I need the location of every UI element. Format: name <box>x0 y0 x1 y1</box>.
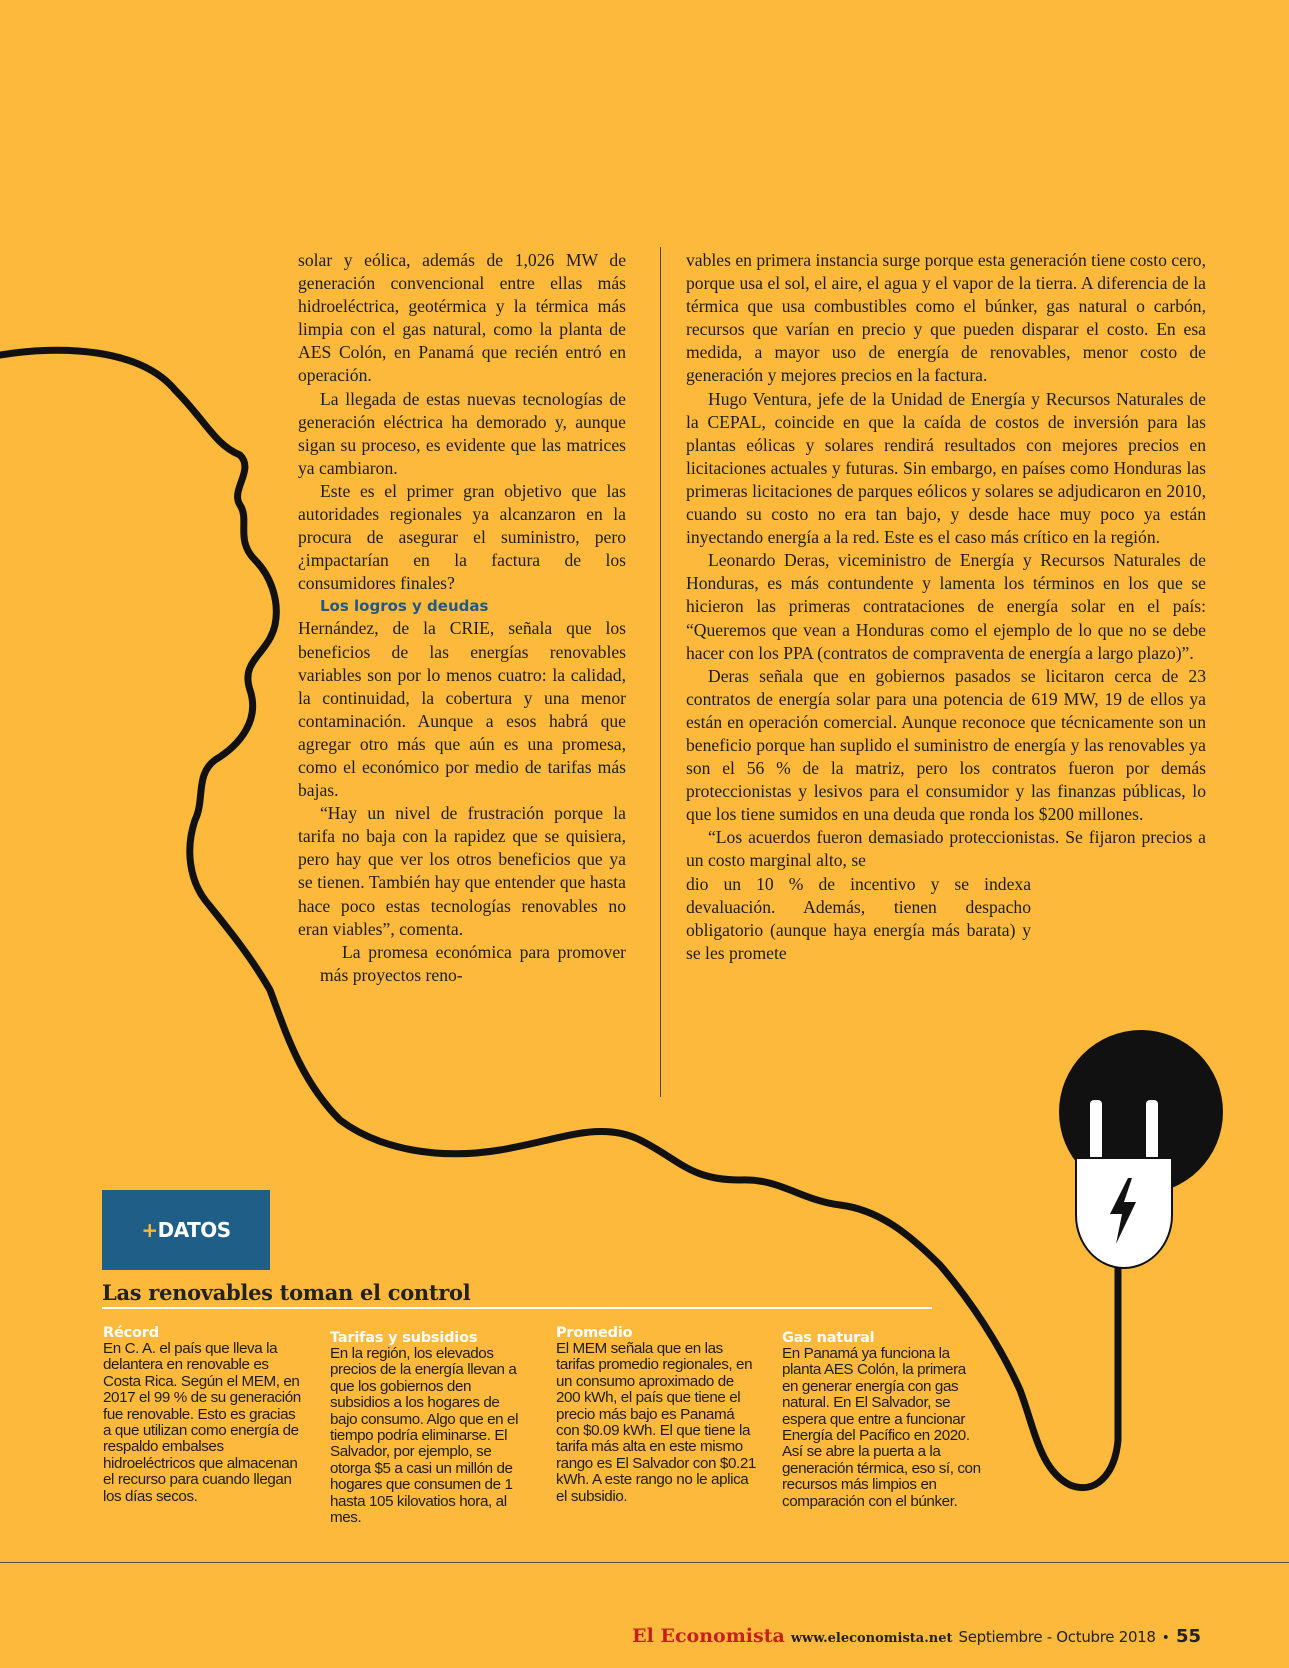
paragraph: Deras señala que en gobiernos pasados se licitaron cerca de 23 contratos de energía solar para una potencia de 619 MW, 19 de ellos ya están en operación comercial. Aunque reconoce que técnicamente son un beneficio porque han suplido el suministro de energía y las renovables ya son el 56 % de la matriz, pero los contratos fueron por demás proteccionistas y lesivos para el consumidor y las finanzas públicas, lo que los tiene sumidos en una deuda que ronda los $200 millones. <box>686 665 1206 825</box>
fact-text: En la región, los elevados precios de la energía llevan a que los gobiernos den subsidios a los hogares de bajo consumo. Algo que en el tiempo podría eliminarse. El Salvador, por ejemplo, se otorga $5 a casi un millón de hogares que consumen de 1 hasta 105 kilovatios hora, al mes. <box>330 1345 519 1527</box>
page-number: 55 <box>1175 1626 1201 1647</box>
fact-text: En Panamá ya funciona la planta AES Colón, la primera en generar energía con gas natural. En El Salvador, se espera que entre a funcionar Energía del Pacífico en 2020. Así se abre la puerta a la generación térmica, eso sí, con recursos más limpios en comparación con el búnker. <box>782 1345 981 1510</box>
paragraph: vables en primera instancia surge porque esta generación tiene costo cero, porque usa el sol, el aire, el agua y el vapor de la tierra. A diferencia de la térmica que usa combustibles como el búnker, gas natural o carbón, recursos que varían en precio y que pueden disparar el costo. En esa medida, a mayor uso de energía de renovables, menor costo de generación y mejores precios en la factura. <box>686 250 1206 386</box>
fact-title: Promedio <box>556 1325 633 1341</box>
title-rule <box>102 1307 932 1309</box>
paragraph: Hugo Ventura, jefe de la Unidad de Energía y Recursos Naturales de la CEPAL, coincide en que la caída de costos de inversión para las plantas eólicas y solares rendirá resultados con mejores precios en licitaciones actuales y futuras. Sin embargo, en países como Honduras las primeras licitaciones de parques eólicos y solares se adjudicaron en 2010, cuando su costo no era tan bajo, y desde hace muy poco ya están inyectando energía a la red. Este es el caso más crítico en la región. <box>686 388 1206 548</box>
datos-badge <box>102 1190 270 1270</box>
fact-title: Tarifas y subsidios <box>330 1330 478 1346</box>
plus-sign: + <box>141 1218 158 1242</box>
datos-label: DATOS <box>157 1218 231 1242</box>
paragraph: dio un 10 % de incentivo y se indexa devaluación. Además, tienen despacho obligatorio (aunque haya energía más barata) y se les promete <box>686 873 1031 963</box>
fact-title: Gas natural <box>782 1330 875 1346</box>
footer-rule <box>0 1562 1289 1563</box>
column-divider <box>660 247 661 1097</box>
fact-text: En C. A. el país que lleva la delantera en renovable es Costa Rica. Según el MEM, en 2017 el 99 % de su generación fue renovable. Esto es gracias a que utilizan como energía de respaldo embalses hidroeléctricos que almacenan el recurso para cuando llegan los días secos. <box>103 1340 301 1505</box>
fact-title: Récord <box>103 1325 159 1341</box>
section-subheading: Los logros y deudas <box>320 597 489 616</box>
paragraph: La llegada de estas nuevas tecnologías de generación eléctrica ha demorado y, aunque sigan su proceso, es evidente que las matrices ya cambiaron. <box>298 388 626 478</box>
magazine-name: El Economista <box>632 1625 785 1647</box>
article-column-right <box>686 249 1206 965</box>
fact-item <box>330 1330 530 1526</box>
bullet-separator: • <box>1161 1630 1170 1646</box>
magazine-url[interactable]: www.eleconomista.net <box>790 1631 953 1646</box>
article-column-left <box>298 249 626 987</box>
fact-item <box>103 1325 303 1505</box>
paragraph: “Hay un nivel de frustración porque la tarifa no baja con la rapidez que se quisiera, pero hay que ver los otros beneficios que ya se tienen. También hay que entender que hasta hace poco estas tecnologías renovables no eran viables”, comenta. <box>298 803 626 939</box>
paragraph: La promesa económica para promover más proyectos reno- <box>320 941 626 985</box>
paragraph: solar y eólica, además de 1,026 MW de generación convencional entre ellas más hidroeléctrica, geotérmica y la térmica más limpia con el gas natural, como la planta de AES Colón, en Panamá que recién entró en operación. <box>298 250 626 386</box>
paragraph: Este es el primer gran objetivo que las autoridades regionales ya alcanzaron en la procura de asegurar el suministro, pero ¿impactarían en la factura de los consumidores finales? <box>298 480 626 594</box>
fact-item <box>556 1325 756 1505</box>
fact-text: El MEM señala que en las tarifas promedio regionales, en un consumo aproximado de 200 kWh, el país que tiene el precio más bajo es Panamá con $0.09 kWh. El que tiene la tarifa más alta en este mismo rango es El Salvador con $0.21 kWh. A este rango no le aplica el subsidio. <box>556 1340 756 1505</box>
page-footer <box>632 1625 1201 1647</box>
paragraph: “Los acuerdos fueron demasiado proteccionistas. Se fijaron precios a un costo marginal alto, se <box>686 827 1206 871</box>
paragraph: Leonardo Deras, viceministro de Energía y Recursos Naturales de Honduras, es más contundente y lamenta los términos en los que se hicieron las primeras contrataciones de energía solar en el país: “Queremos que vean a Honduras como el ejemplo de lo que no se debe hacer con los PPA (contratos de compraventa de energía a largo plazo)”. <box>686 550 1206 663</box>
paragraph: Hernández, de la CRIE, señala que los beneficios de las energías renovables variables son por lo menos cuatro: la calidad, la continuidad, la cobertura y una menor contaminación. Aunque a esos habrá que agregar otro más que aún es una promesa, como el económico por medio de tarifas más bajas. <box>298 618 626 801</box>
sidebar-title: Las renovables toman el control <box>102 1280 471 1305</box>
issue-date: Septiembre - Octubre 2018 <box>958 1628 1156 1646</box>
fact-item <box>782 1330 982 1510</box>
